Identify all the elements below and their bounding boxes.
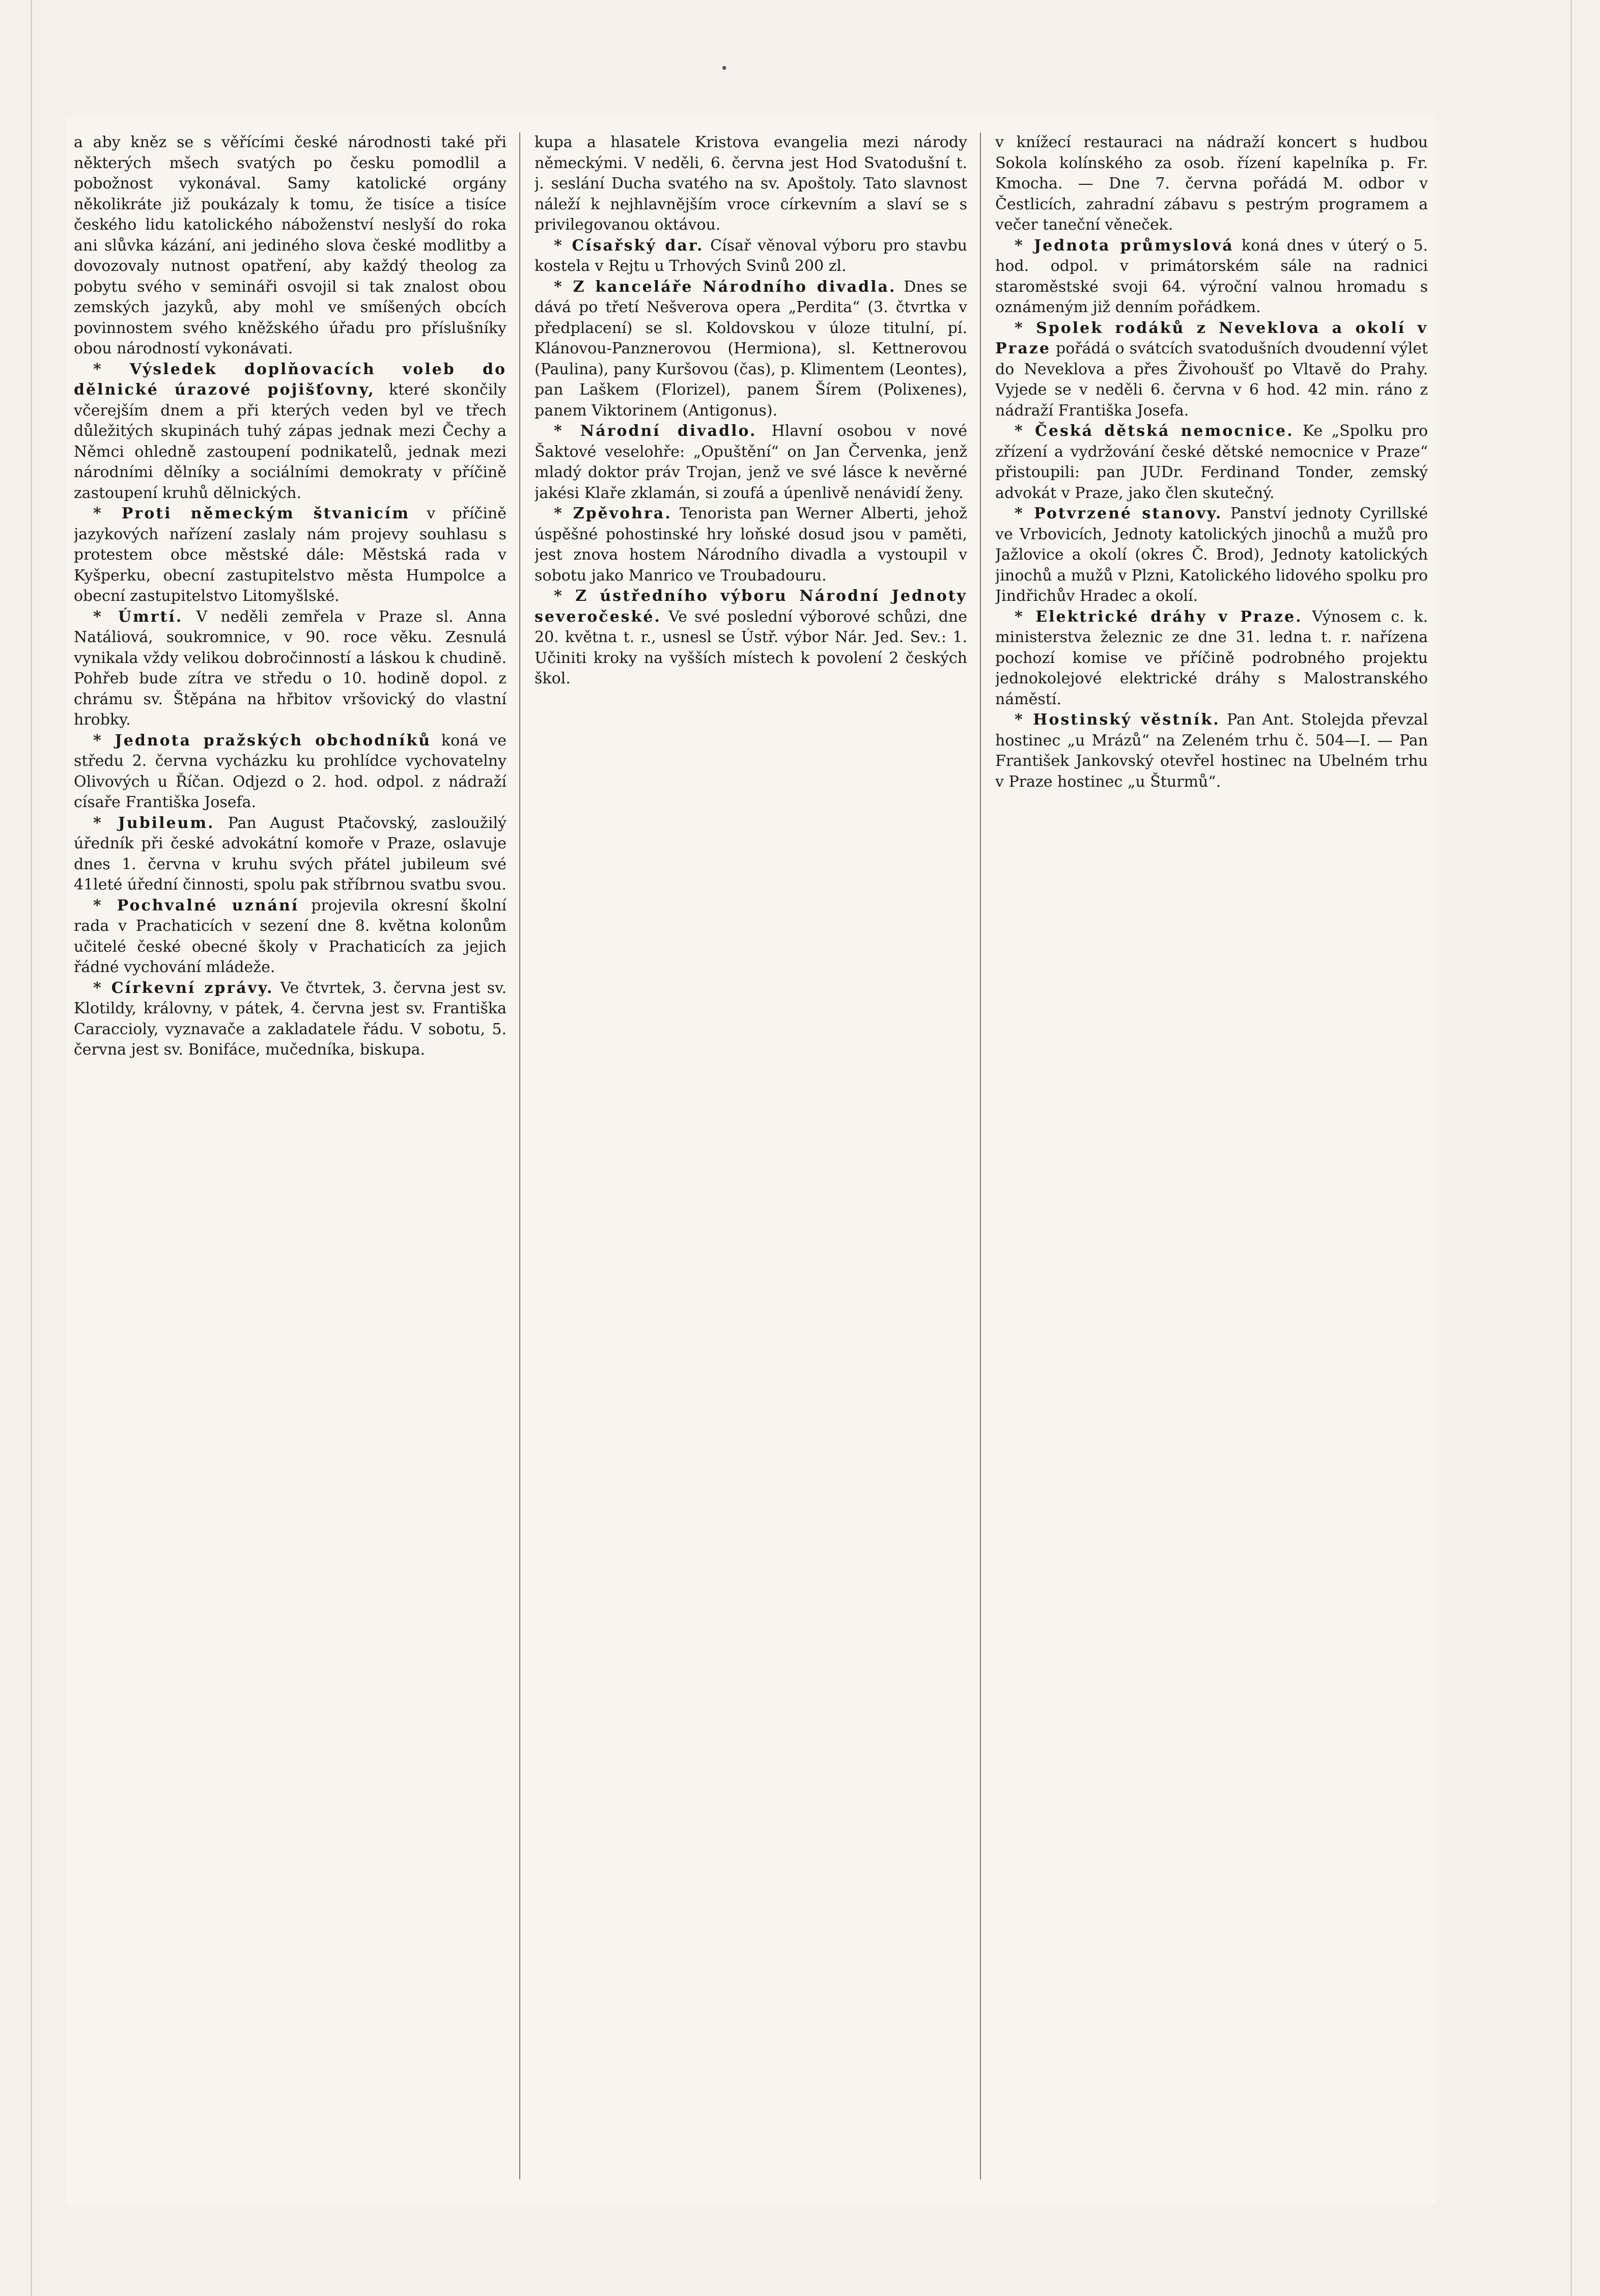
article-paragraph [995, 236, 1428, 318]
article-heading: * Potvrzené stanovy. [1015, 505, 1223, 522]
column-divider [519, 132, 520, 2179]
article-paragraph [995, 504, 1428, 607]
article-text: koná dnes v úterý o 5. hod. odpol. v primátorském sále na radnici staroměstské svoji 64. výroční valnou hromadu s oznámeným již denním pořádkem. [995, 236, 1428, 316]
column-divider [980, 132, 981, 2179]
article-text: pořádá o svátcích svatodušních dvoudenní výlet do Neveklova a přes Živohoušť po Vltavě do Prahy. Vyjede se v neděli 6. června v 6 hod. 42 min. ráno z nádraží Františka Josefa. [995, 340, 1428, 420]
article-text: Ve čtvrtek, 3. června jest sv. Klotildy, královny, v pátek, 4. června jest sv. Františka Caraccioly, vyznavače a zakladatele řádu. V sobotu, 5. června jest sv. Bonifáce, mučedníka, biskupa. [74, 979, 507, 1059]
article-paragraph [74, 978, 507, 1061]
page-mark: • [720, 61, 728, 76]
article-text: Ke „Spolku pro zřízení a vydržování české dětské nemocnice v Praze“ přistoupili: pan JUDr. Ferdinand Tonder, zemský advokát v Praze, jako člen skutečný. [995, 422, 1428, 502]
article-heading: * Z ústředního výboru Národní Jednoty severočeské. [535, 587, 967, 626]
article-text: Pan August Ptačovský, zasloužilý úředník při české advokátní komoře v Praze, oslavuje dnes 1. června v kruhu svých přátel jubileum své 41leté úřední činnosti, spolu pak stříbrnou svatbu svou. [74, 814, 507, 894]
article-heading: * Jednota pražských obchodníků [93, 731, 431, 750]
column-1 [74, 132, 507, 2179]
column-2 [535, 132, 967, 2179]
article-heading: * Hostinský věstník. [1015, 711, 1220, 729]
article-text: Tenorista pan Werner Alberti, jehož úspěšné pohostinské hry loňské dosud jsou v paměti, jest znova hostem Národního divadla a vystoupil v sobotu jako Manrico ve Troubadouru. [535, 505, 967, 585]
article-text: Panství jednoty Cyrillské ve Vrbovicích, Jednoty katolických jinochů a mužů pro Jažlovice a okolí (okres Č. Brod), Jednoty katolických jinochů a mužů v Plzni, Katolického lidového spolku pro Jindřichův Hradec a okolí. [995, 505, 1428, 605]
article-paragraph [535, 504, 967, 586]
article-heading: * Z kanceláře Národního divadla. [554, 278, 896, 296]
article-heading: * Česká dětská nemocnice. [1015, 422, 1294, 440]
article-paragraph [74, 359, 507, 504]
article-paragraph [74, 896, 507, 978]
scan-edge-right [1570, 0, 1572, 2296]
article-paragraph [535, 132, 967, 236]
article-heading: * Zpěvohra. [554, 505, 672, 522]
article-heading: * Úmrtí. [93, 607, 183, 626]
newspaper-page [66, 117, 1436, 2205]
article-paragraph [74, 813, 507, 896]
article-heading: * Spolek rodáků z Neveklova a okolí v Praze [995, 319, 1428, 357]
article-text: Hlavní osobou v nové Šaktové veselohře: „Opuštění“ on Jan Červenka, jenž mladý doktor práv Trojan, jenž ve své lásce k nevěrné jakési Klaře zklamán, si zoufá a úpenlivě nenávidí ženy. [535, 422, 967, 502]
article-heading: * Elektrické dráhy v Praze. [1015, 607, 1303, 626]
article-paragraph [995, 710, 1428, 792]
article-paragraph [74, 607, 507, 731]
article-paragraph [995, 132, 1428, 236]
article-text: kupa a hlasatele Kristova evangelia mezi národy německými. V neděli, 6. června jest Hod Svatodušní t. j. seslání Ducha svatého na sv. Apoštoly. Tato slavnost náleží k nejhlavnějším vroce církevním a slaví se s privilegovanou oktávou. [535, 133, 967, 234]
article-text: v příčině jazykových nařízení zaslaly nám projevy souhlasu s protestem obce městské dále: Městská rada v Kyšperku, obecní zastupitelstvo města Humpolce a obecní zastupitelstvo Litomyšlské. [74, 505, 507, 605]
article-heading: * Jednota průmyslová [1015, 236, 1234, 255]
article-paragraph [995, 318, 1428, 422]
article-heading: * Pochvalné uznání [93, 896, 299, 915]
article-paragraph [74, 504, 507, 607]
article-text: V neděli zemřela v Praze sl. Anna Natáliová, soukromnice, v 90. roce věku. Zesnulá vynikala vždy velikou dobročinností a láskou k chudině. Pohřeb bude zítra ve středu o 10. hodině dopol. z chrámu sv. Štěpána na hřbitov vršovický do vlastní hrobky. [74, 607, 507, 729]
article-paragraph [995, 421, 1428, 504]
article-heading: * Císařský dar. [554, 236, 704, 255]
article-heading: * Církevní zprávy. [93, 979, 274, 997]
article-text: Dnes se dává po třetí Nešverova opera „Perdita“ (3. čtvrtka v předplacení) se sl. Koldovskou v úloze titulní, pí. Klánovou-Panznerovou (Hermiona), sl. Kettnerovou (Paulina), pany Kuršovou (čas), p. Klimentem (Leontes), pan Laškem (Florizel), panem Šírem (Polixenes), panem Viktorinem (Antigonus). [535, 278, 967, 420]
article-heading: * Jubileum. [93, 814, 215, 832]
column-3 [995, 132, 1428, 2179]
article-paragraph [535, 586, 967, 689]
article-heading: * Proti německým štvanicím [93, 505, 410, 522]
article-text: Výnosem c. k. ministerstva železnic ze dne 31. ledna t. r. nařízena pochozí komise ve příčině podrobného projektu jednokolejové elektrické dráhy s Malostranského náměstí. [995, 607, 1428, 708]
scan-edge-left [31, 0, 32, 2296]
article-paragraph [535, 236, 967, 277]
article-text: projevila okresní školní rada v Prachaticích v sezení dne 8. května kolonům učitelé české obecné školy v Prachaticích za jejich řádné vychování mládeže. [74, 896, 507, 976]
article-paragraph [74, 731, 507, 813]
article-paragraph [535, 421, 967, 504]
article-heading: * Výsledek doplňovacích voleb do dělnické úrazové pojišťovny, [74, 360, 507, 399]
article-text: Pan Ant. Stolejda převzal hostinec „u Mrázů“ na Zeleném trhu č. 504—I. — Pan František Jankovský otevřel hostinec na Ubelném trhu v Praze hostinec „u Šturmů“. [995, 711, 1428, 791]
article-text: Ve své poslední výborové schůzi, dne 20. května t. r., usnesl se Ústř. výbor Nár. Jed. Sev.: 1. Učiniti kroky na vyšších místech k povolení 2 českých škol. [535, 607, 967, 687]
article-text: Císař věnoval výboru pro stavbu kostela v Rejtu u Trhových Svinů 200 zl. [535, 236, 967, 275]
article-heading: * Národní divadlo. [554, 422, 757, 440]
article-text: v knížecí restauraci na nádraží koncert s hudbou Sokola kolínského za osob. řízení kapelníka p. Fr. Kmocha. — Dne 7. června pořádá M. odbor v Čestlicích, zahradní zábavu s pestrým programem a večer taneční věneček. [995, 133, 1428, 234]
article-paragraph [74, 132, 507, 359]
article-paragraph [995, 607, 1428, 710]
article-paragraph [535, 277, 967, 422]
article-text: koná ve středu 2. června vycházku ku prohlídce vychovatelny Olivových u Říčan. Odjezd o 2. hod. odpol. z nádraží císaře Františka Josefa. [74, 731, 507, 811]
article-text: a aby kněz se s věřícími české národnosti také při některých mšech svatých po česku pomodlil a pobožnost vykonával. Samy katolické orgány několikráte již poukázaly k tomu, že tisíce a tisíce českého lidu katolického náboženství neslyší do roka ani slůvka kázání, ani jediného slova české modlitby a dovozovaly nutnost opatření, aby každý theolog za pobytu svého v semináři osvojil si tak znalost obou zemských jazyků, aby mohl ve smíšených obcích povinnostem svého kněžského úřadu pro příslušníky obou národností vykonávati. [74, 133, 507, 357]
article-text: které skončily včerejším dnem a při kterých veden byl ve třech důležitých skupinách tuhý zápas jednak mezi Čechy a Němci ohledně zastoupení podnikatelů, jednak mezi národními dělníky a sociálními demokraty v příčině zastoupení kruhů dělnických. [74, 381, 507, 502]
